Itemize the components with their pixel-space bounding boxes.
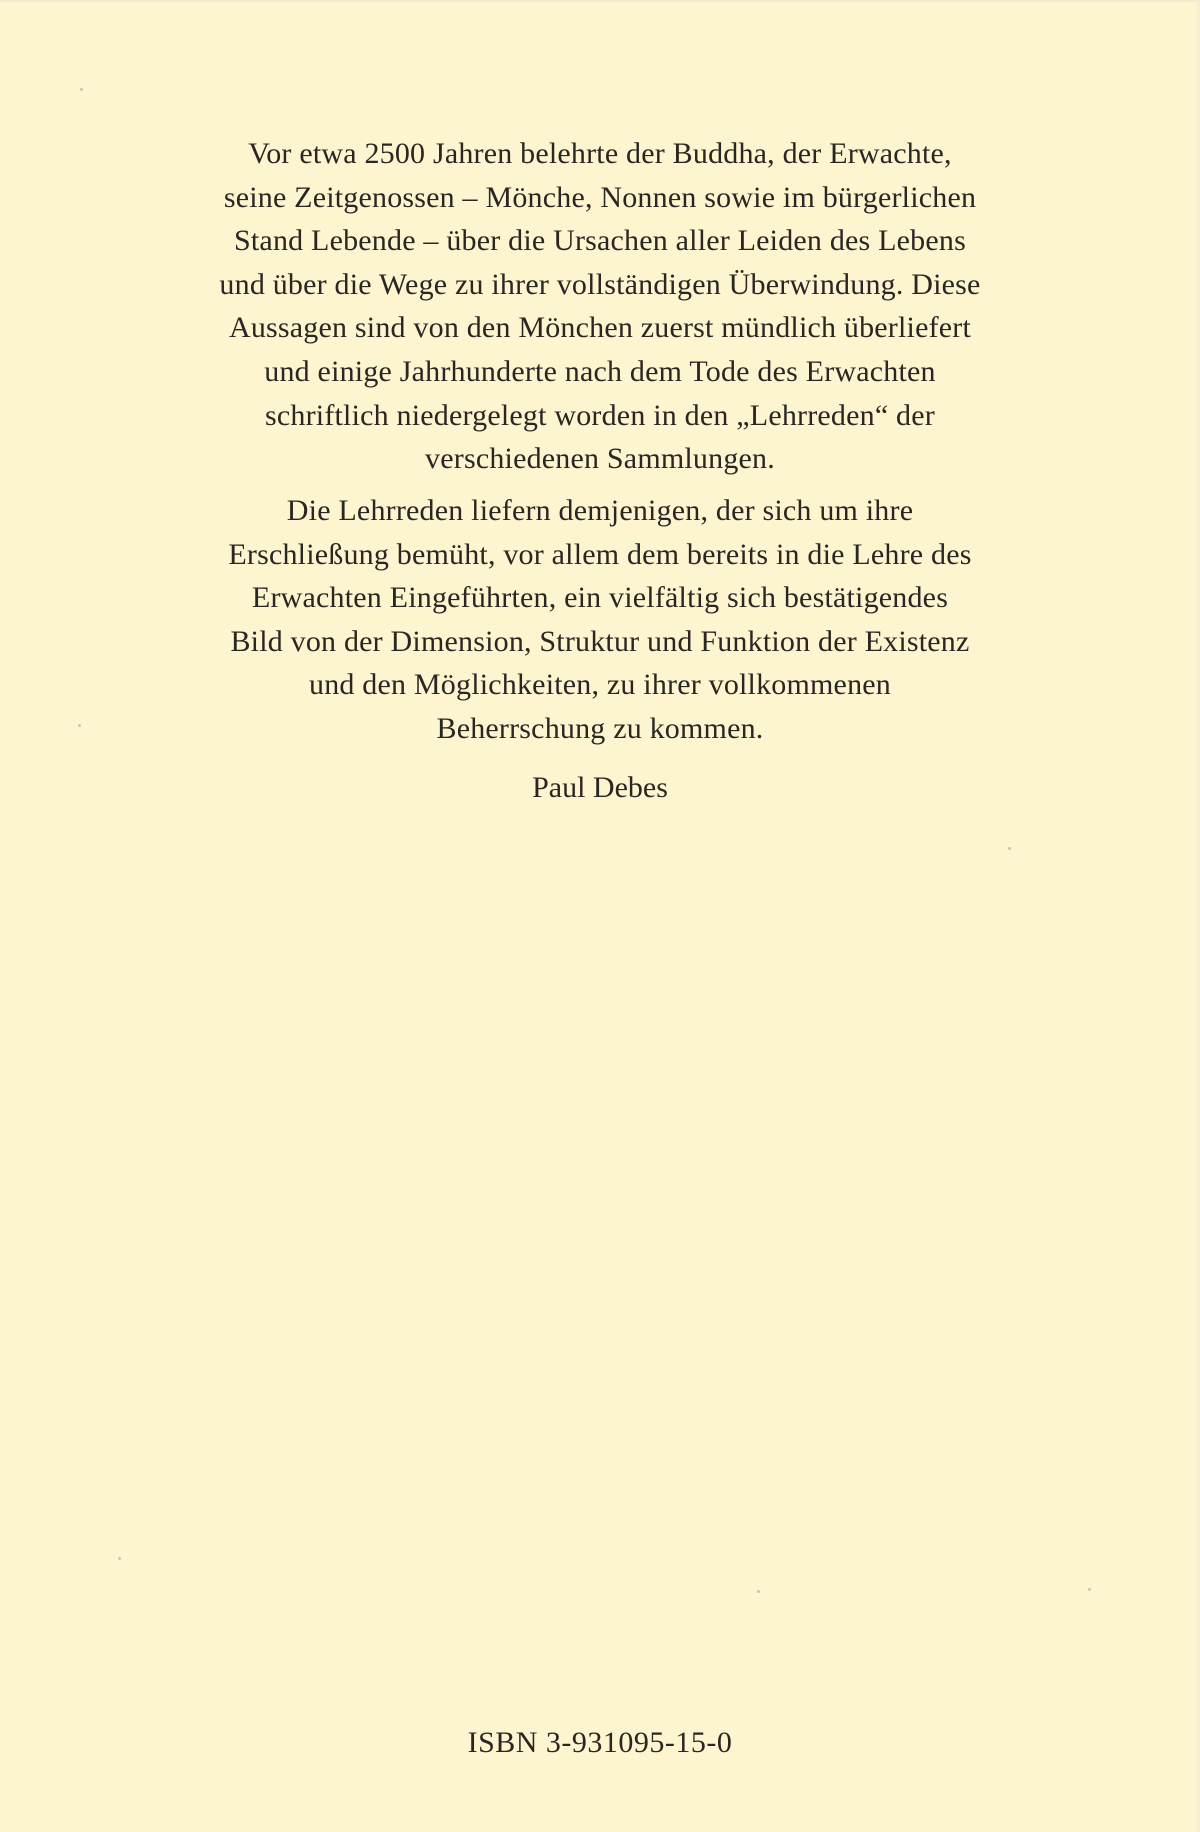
text-line: und einige Jahrhunderte nach dem Tode des Erwachten	[264, 354, 936, 388]
text-line: Beherrschung zu kommen.	[436, 711, 764, 745]
paper-speck	[80, 88, 83, 91]
blurb-paragraph-2	[130, 489, 1070, 751]
text-line: Vor etwa 2500 Jahren belehrte der Buddha, der Erwachte,	[248, 137, 952, 170]
paper-speck	[1088, 1588, 1091, 1591]
blurb-paragraph-1	[130, 132, 1070, 481]
text-line: schriftlich niedergelegt worden in den „Lehrreden“ der	[265, 398, 935, 432]
isbn-number: ISBN 3-931095-15-0	[467, 1726, 733, 1759]
text-line: und über die Wege zu ihrer vollständigen Überwindung. Diese	[219, 267, 981, 301]
paper-speck	[757, 1590, 760, 1593]
text-line: verschiedenen Sammlungen.	[425, 442, 775, 476]
text-line: und den Möglichkeiten, zu ihrer vollkommenen	[309, 668, 891, 702]
text-line: Stand Lebende – über die Ursachen aller Leiden des Lebens	[234, 224, 966, 258]
text-line: Erschließung bemüht, vor allem dem bereits in die Lehre des	[228, 537, 972, 571]
text-line: Erwachten Eingeführten, ein vielfältig sich bestätigendes	[251, 581, 949, 615]
text-line: Die Lehrreden liefern demjenigen, der sich um ihre	[286, 494, 914, 527]
paper-speck	[1008, 847, 1011, 850]
text-line: Aussagen sind von den Mönchen zuerst mündlich überliefert	[228, 311, 972, 345]
paper-speck	[118, 1557, 121, 1560]
text-line: seine Zeitgenossen – Mönche, Nonnen sowie im bürgerlichen	[223, 180, 977, 214]
text-line: Bild von der Dimension, Struktur und Funktion der Existenz	[230, 624, 970, 658]
author-name: Paul Debes	[532, 771, 668, 804]
paper-speck	[78, 724, 81, 727]
